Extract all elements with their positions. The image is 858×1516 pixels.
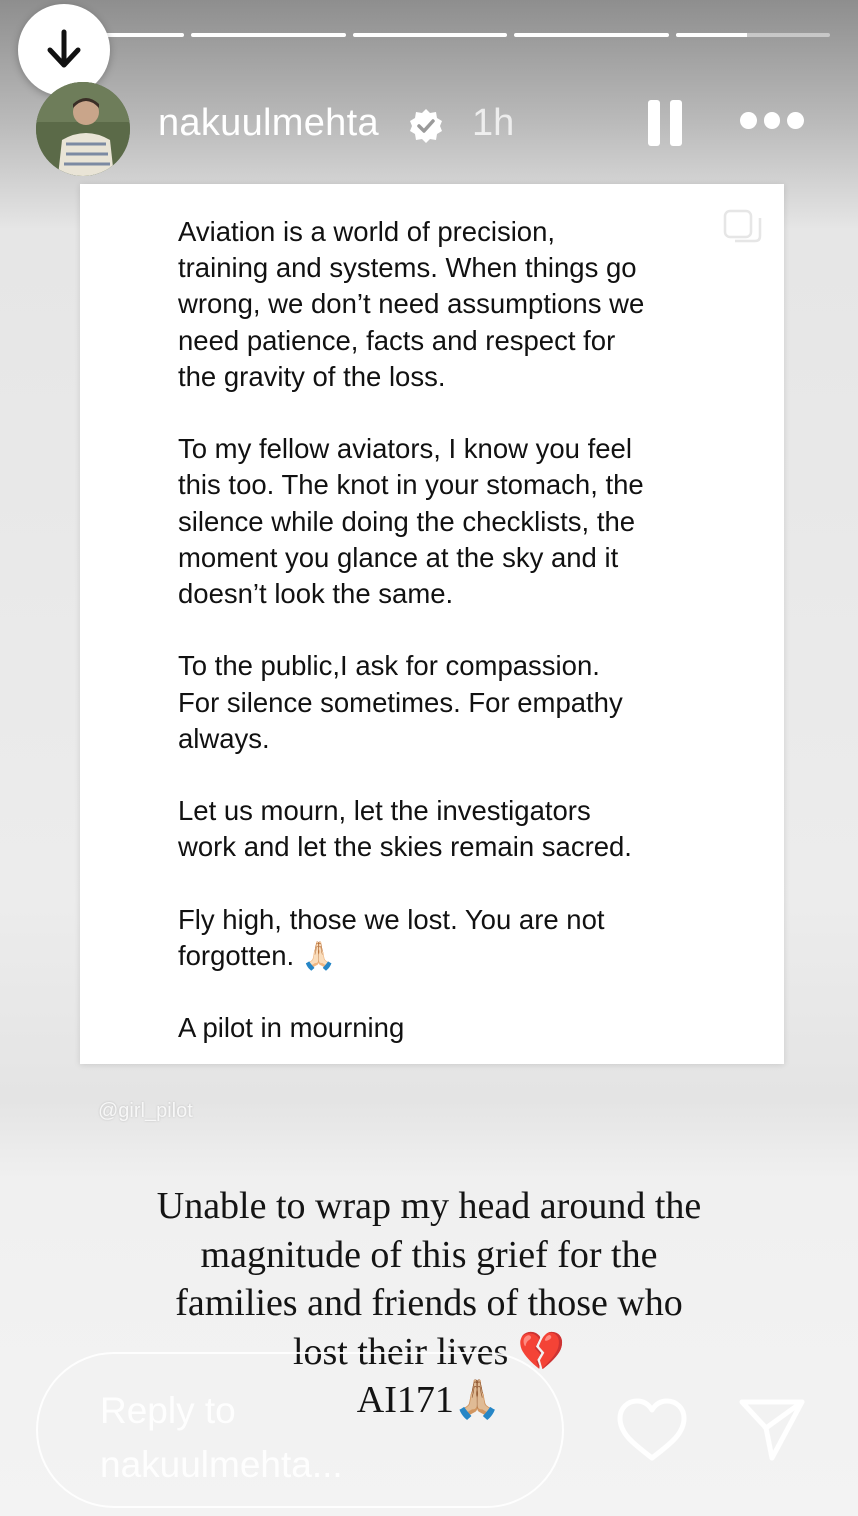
progress-segment: [191, 33, 345, 37]
avatar[interactable]: [36, 82, 130, 176]
send-button[interactable]: [736, 1394, 808, 1464]
post-paragraph: Fly high, those we lost. You are not forgotten. 🙏🏻: [178, 903, 605, 971]
caption-line: families and friends of those who: [175, 1282, 683, 1324]
download-button[interactable]: [18, 4, 110, 96]
story-progress-bar: [30, 33, 830, 37]
watermark: @girl_pilot: [98, 1100, 193, 1122]
pause-button[interactable]: [646, 100, 684, 148]
caption-line: AI171🙏🏼: [356, 1379, 502, 1421]
progress-segment: [514, 33, 668, 37]
send-icon: [736, 1394, 808, 1464]
progress-segment: [353, 33, 507, 37]
username[interactable]: nakuulmehta: [158, 102, 379, 144]
shared-post-card: [80, 184, 784, 1064]
verified-badge-icon: [408, 108, 444, 144]
post-signature: A pilot in mourning: [178, 1012, 405, 1044]
post-paragraph: To the public,I ask for compassion. For silence sometimes. For empathy always.: [178, 650, 623, 754]
post-paragraph: To my fellow aviators, I know you feel this too. The knot in your stomach, the silence while doing the checklists, the moment you glance at the sky and it doesn’t look the same.: [178, 433, 644, 610]
post-paragraph: Let us mourn, let the investigators work and let the skies remain sacred.: [178, 795, 632, 863]
like-button[interactable]: [614, 1396, 690, 1464]
more-dots-icon: [740, 112, 757, 129]
timestamp: 1h: [472, 102, 515, 144]
reply-input[interactable]: [36, 1352, 564, 1508]
arrow-down-icon: [44, 28, 84, 72]
caption-line: lost their lives 💔: [292, 1330, 566, 1373]
heart-icon: [614, 1396, 690, 1464]
caption-line: magnitude of this grief for the: [200, 1233, 658, 1276]
caption-line: Unable to wrap my head around the: [156, 1185, 702, 1227]
post-paragraph: Aviation is a world of precision, training and systems. When things go wrong, we don’t need assumptions we need patience, facts and respect for the gravity of the loss.: [178, 216, 645, 392]
post-text: [178, 214, 738, 1047]
progress-segment: [676, 33, 830, 37]
more-options-button[interactable]: [740, 112, 804, 132]
reply-placeholder: Reply to nakuulmehta...: [100, 1390, 343, 1485]
